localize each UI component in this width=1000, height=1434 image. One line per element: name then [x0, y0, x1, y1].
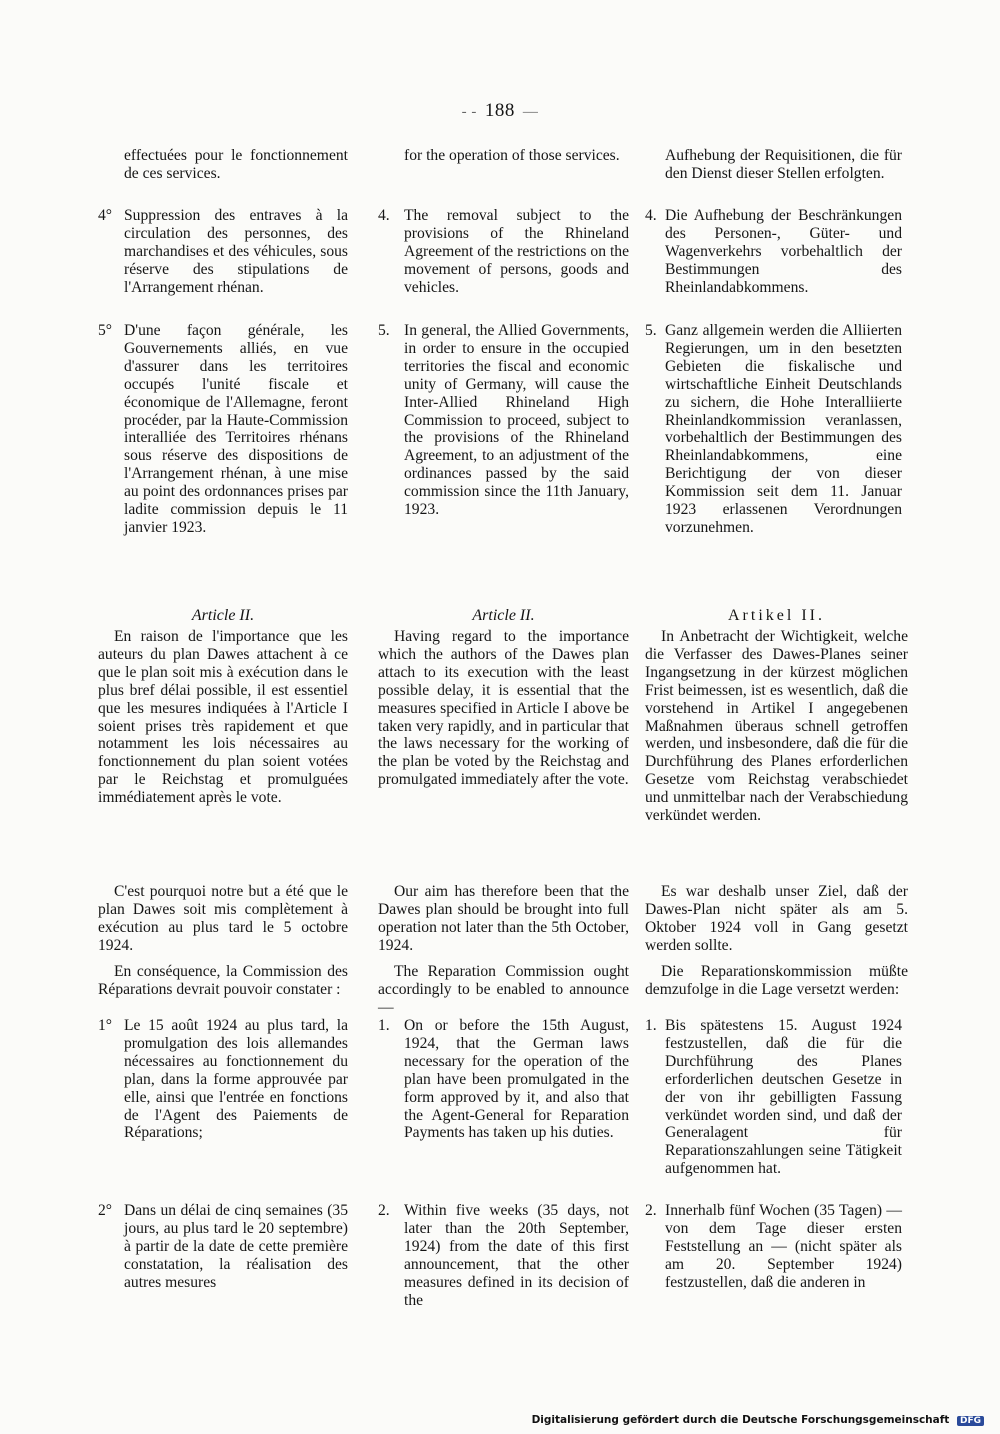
- german-item-2: [645, 1202, 902, 1292]
- french-article-title: Article II.: [191, 607, 255, 624]
- page-number-dash-left: - -: [461, 104, 477, 120]
- english-intro: for the operation of those services.: [404, 147, 620, 164]
- german-item-2-text: Innerhalb fünf Wochen (35 Tagen) — von dem Tage dieser ersten Feststellung an — (nicht später als am 20. September 1924) festzustellen, daß die anderen in: [665, 1202, 902, 1291]
- english-article-title: Article II.: [472, 607, 535, 624]
- english-item-5-number: 5.: [378, 322, 390, 339]
- english-item-2: [378, 1202, 629, 1309]
- english-item-4-text: The removal subject to the provisions of the Rhineland Agreement of the restrictions on the movement of persons, goods and vehicles.: [404, 207, 629, 296]
- english-consequence-paragraph: The Reparation Commission ought accordingly to be enabled to announce—: [378, 963, 629, 1016]
- german-intro: Aufhebung der Requisitionen, die für den Dienst dieser Stellen erfolgten.: [665, 147, 902, 182]
- german-item-5-text: Ganz allgemein werden die Alliierten Regierungen, um in den besetzten Gebieten die fiskalische und wirtschaftliche Einheit Deutschlands zu sichern, die Hohe Interalliierte Rheinlandkommission veranlassen, vorbehaltlich der Bestimmungen des Rheinlandabkommens, eine Berichtigung der von dieser Kommission seit dem 11. Januar 1923 erlassenen Verordnungen vorzunehmen.: [665, 322, 902, 536]
- french-article-paragraph: En raison de l'importance que les auteurs du plan Dawes attachent à ce que le plan soit mis à exécution dans le plus bref délai possible, il est essentiel que les mesures indiquées à l'Article I soient prises très rapidement et que notamment les lois nécessaires au fonctionnement du plan soient votées par le Reichstag et promulguées immédiatement après le vote.: [98, 628, 348, 807]
- english-item-5: [378, 322, 629, 519]
- french-item-1: [98, 1017, 348, 1142]
- german-item-5-number: 5.: [645, 322, 657, 339]
- french-intro: effectuées pour le fonctionnement de ces services.: [124, 147, 348, 182]
- page-number-value: 188: [484, 100, 515, 121]
- english-item-1-number: 1.: [378, 1017, 390, 1034]
- english-item-4-number: 4.: [378, 207, 390, 224]
- german-item-1: [645, 1017, 902, 1178]
- english-item-2-number: 2.: [378, 1202, 390, 1219]
- french-item-1-text: Le 15 août 1924 au plus tard, la promulgation des lois allemandes nécessaires au fonctionnement du plan, dans la forme approuvée par elle, ainsi que l'entrée en fonctions de l'Agent des Paiements de Réparations;: [124, 1017, 348, 1142]
- french-item-2: [98, 1202, 348, 1292]
- german-article-title: Artikel II.: [728, 607, 825, 624]
- dfg-logo: DFG: [957, 1416, 984, 1426]
- french-item-5-number: 5°: [98, 322, 113, 339]
- english-item-2-text: Within five weeks (35 days, not later than the 20th September, 1924) from the date of this first announcement, that the other measures defined in its decision of the: [404, 1202, 629, 1309]
- digitization-footer: [532, 1414, 984, 1426]
- french-item-5: [98, 322, 348, 537]
- german-article-paragraph: In Anbetracht der Wichtigkeit, welche die Verfasser des Dawes-Planes seiner Ingangsetzung in der kürzest möglichen Frist beimessen, ist es wesentlich, daß die vorstehend in Artikel I angegebenen Maßnahmen überaus schnell getroffen werden, und insbesondere, daß die für die Durchführung des Planes erforderlichen Gesetze vom Reichstag verabschiedet und unmittelbar nach der Verabschiedung verkündet werden.: [645, 628, 908, 825]
- french-item-4: [98, 207, 348, 297]
- german-item-5: [645, 322, 902, 537]
- german-aim-paragraph: Es war deshalb unser Ziel, daß der Dawes-Plan nicht später als am 5. Oktober 1924 voll in Gang gesetzt werden sollte.: [645, 883, 908, 954]
- english-item-4: [378, 207, 629, 297]
- english-aim-paragraph: Our aim has therefore been that the Dawes plan should be brought into full operation not later than the 5th October, 1924.: [378, 883, 629, 954]
- english-item-5-text: In general, the Allied Governments, in order to ensure in the occupied territories the fiscal and economic unity of Germany, will cause the Inter-Allied Rhineland High Commission to proceed, subject to the provisions of the Rhineland Agreement, to an adjustment of the ordinances passed by the said commission since the 11th January, 1923.: [404, 322, 629, 519]
- french-item-2-number: 2°: [98, 1202, 113, 1219]
- footer-text: Digitalisierung gefördert durch die Deutsche Forschungsgemeinschaft: [531, 1414, 950, 1426]
- german-item-1-text: Bis spätestens 15. August 1924 festzustellen, daß die für die Durchführung des Planes erforderlichen deutschen Gesetze in der von ihr gebilligten Fassung verkündet worden sind, und daß der Generalagent für Reparationszahlungen seine Tätigkeit aufgenommen hat.: [665, 1017, 902, 1178]
- german-item-4-number: 4.: [645, 207, 657, 224]
- german-item-4-text: Die Aufhebung der Beschränkungen des Personen-, Güter- und Wagenverkehrs vorbehaltlich der Bestimmungen des Rheinlandabkommens.: [665, 207, 902, 296]
- french-item-2-text: Dans un délai de cinq semaines (35 jours, au plus tard le 20 septembre) à partir de la date de cette première constatation, la réalisation des autres mesures: [124, 1202, 348, 1291]
- french-item-4-text: Suppression des entraves à la circulation des personnes, des marchandises et des véhicules, sous réserve des stipulations de l'Arrangement rhénan.: [124, 207, 348, 296]
- french-item-1-number: 1°: [98, 1017, 113, 1034]
- french-consequence-paragraph: En conséquence, la Commission des Réparations devrait pouvoir constater :: [98, 963, 348, 998]
- page-number: [0, 100, 1000, 122]
- page-number-dash-right: —: [522, 104, 539, 120]
- english-item-1-text: On or before the 15th August, 1924, that the German laws necessary for the operation of the plan have been promulgated in the form approved by it, and also that the Agent-General for Reparation Payments has taken up his duties.: [404, 1017, 629, 1142]
- french-aim-paragraph: C'est pourquoi notre but a été que le plan Dawes soit mis complètement à exécution au plus tard le 5 octobre 1924.: [98, 883, 348, 954]
- french-item-5-text: D'une façon générale, les Gouvernements alliés, en vue d'assurer dans les territoires occupés l'unité fiscale et économique de l'Allemagne, feront procéder, par la Haute-Commission interalliée des Territoires rhénans sous réserve des dispositions de l'Arrangement rhénan, à une mise au point des ordonnances prises par ladite commission depuis le 11 janvier 1923.: [124, 322, 348, 536]
- german-item-1-number: 1.: [645, 1017, 657, 1034]
- english-item-1: [378, 1017, 629, 1142]
- english-article-paragraph: Having regard to the importance which the authors of the Dawes plan attach to its execution with the least possible delay, it is essential that the measures specified in Article I above be taken very rapidly, and in particular that the laws necessary for the working of the plan be voted by the Reichstag and promulgated immediately after the vote.: [378, 628, 629, 789]
- german-item-2-number: 2.: [645, 1202, 657, 1219]
- german-item-4: [645, 207, 902, 297]
- german-consequence-paragraph: Die Reparationskommission müßte demzufolge in die Lage versetzt werden:: [645, 963, 908, 998]
- french-item-4-number: 4°: [98, 207, 113, 224]
